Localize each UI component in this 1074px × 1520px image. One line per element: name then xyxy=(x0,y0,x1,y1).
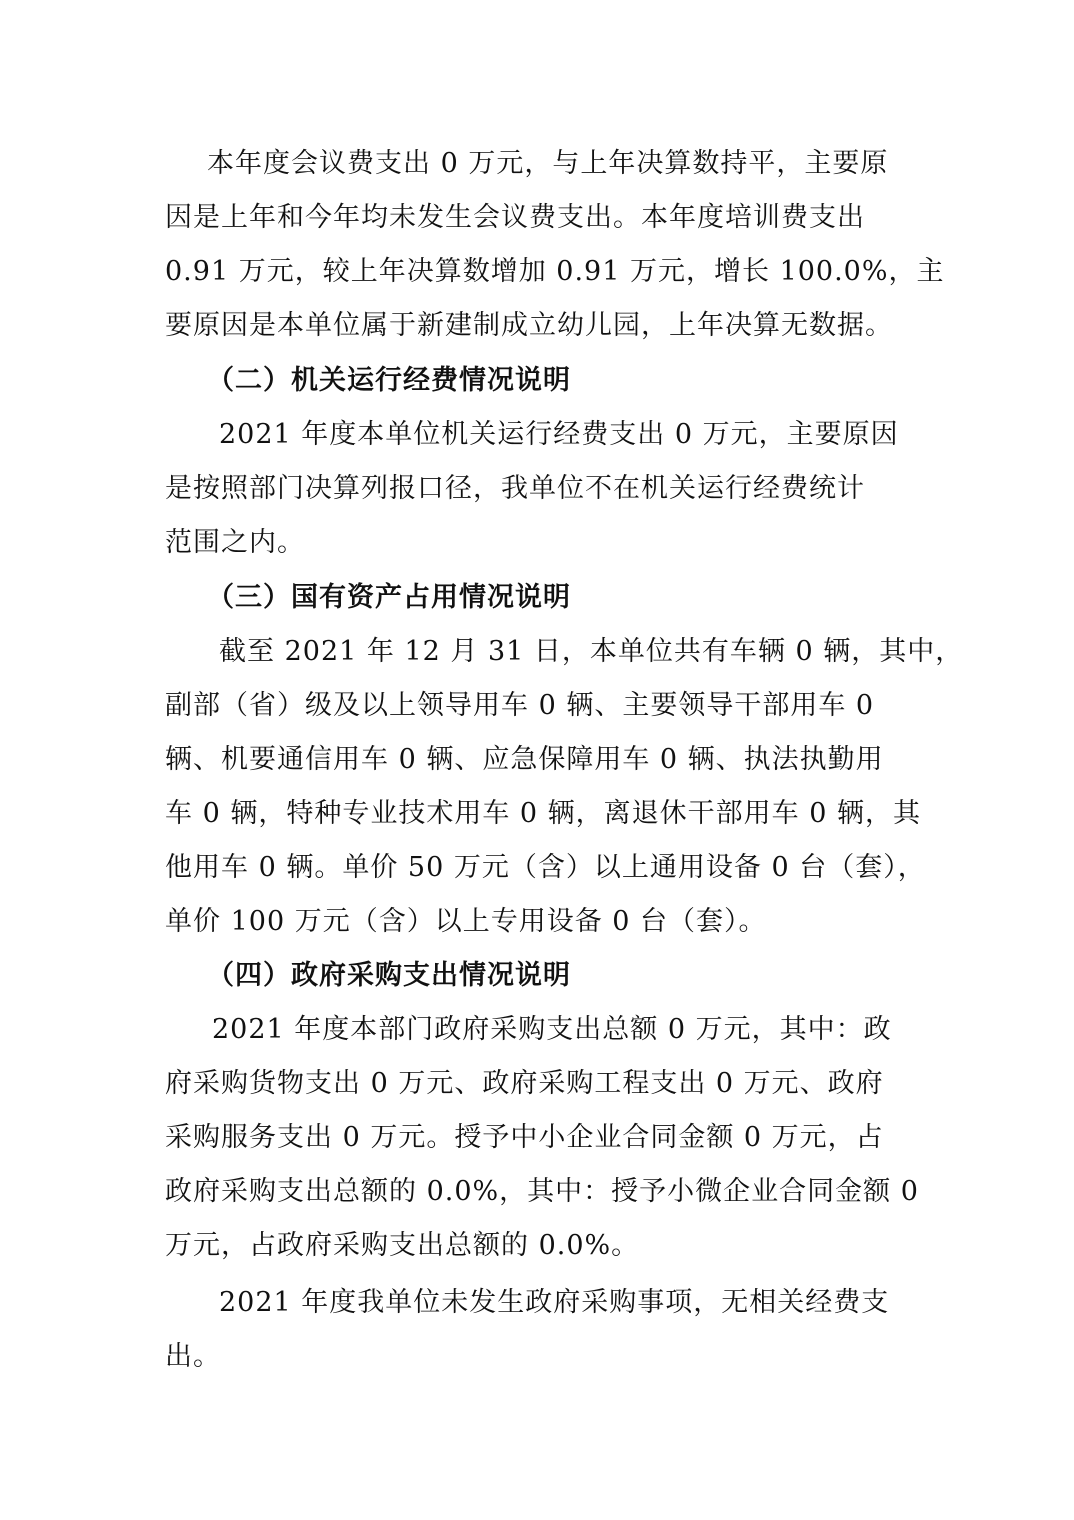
paragraph-4-line-4: 政府采购支出总额的 0.0%，其中：授予小微企业合同金额 0 xyxy=(165,1176,919,1207)
section-heading-3: （三）国有资产占用情况说明 xyxy=(207,582,571,613)
paragraph-2-line-3: 范围之内。 xyxy=(165,527,305,558)
section-heading-2: （二）机关运行经费情况说明 xyxy=(207,365,571,396)
paragraph-3-line-4: 车 0 辆，特种专业技术用车 0 辆，离退休干部用车 0 辆，其 xyxy=(165,798,922,829)
paragraph-5-line-1: 2021 年度我单位未发生政府采购事项，无相关经费支 xyxy=(219,1287,890,1318)
paragraph-4-line-1: 2021 年度本部门政府采购支出总额 0 万元，其中：政 xyxy=(212,1014,892,1045)
paragraph-3-line-3: 辆、机要通信用车 0 辆、应急保障用车 0 辆、执法执勤用 xyxy=(165,744,884,775)
paragraph-2-line-1: 2021 年度本单位机关运行经费支出 0 万元，主要原因 xyxy=(219,419,899,450)
paragraph-3-line-2: 副部（省）级及以上领导用车 0 辆、主要领导干部用车 0 xyxy=(165,690,875,721)
paragraph-4-line-5: 万元，占政府采购支出总额的 0.0%。 xyxy=(165,1230,640,1261)
paragraph-1-line-1: 本年度会议费支出 0 万元，与上年决算数持平，主要原 xyxy=(207,148,889,179)
paragraph-1-line-3: 0.91 万元，较上年决算数增加 0.91 万元，增长 100.0%，主 xyxy=(165,256,945,287)
paragraph-3-line-1: 截至 2021 年 12 月 31 日，本单位共有车辆 0 辆，其中， xyxy=(219,636,964,667)
paragraph-5-line-2: 出。 xyxy=(165,1341,221,1372)
paragraph-3-line-5: 他用车 0 辆。单价 50 万元（含）以上通用设备 0 台（套）， xyxy=(165,852,926,883)
paragraph-1-line-2: 因是上年和今年均未发生会议费支出。本年度培训费支出 xyxy=(165,202,865,233)
paragraph-4-line-2: 府采购货物支出 0 万元、政府采购工程支出 0 万元、政府 xyxy=(165,1068,884,1099)
paragraph-2-line-2: 是按照部门决算列报口径，我单位不在机关运行经费统计 xyxy=(165,473,865,504)
paragraph-3-line-6: 单价 100 万元（含）以上专用设备 0 台（套）。 xyxy=(165,906,767,937)
section-heading-4: （四）政府采购支出情况说明 xyxy=(207,960,571,991)
paragraph-1-line-4: 要原因是本单位属于新建制成立幼儿园，上年决算无数据。 xyxy=(165,310,893,341)
paragraph-4-line-3: 采购服务支出 0 万元。授予中小企业合同金额 0 万元，占 xyxy=(165,1122,884,1153)
